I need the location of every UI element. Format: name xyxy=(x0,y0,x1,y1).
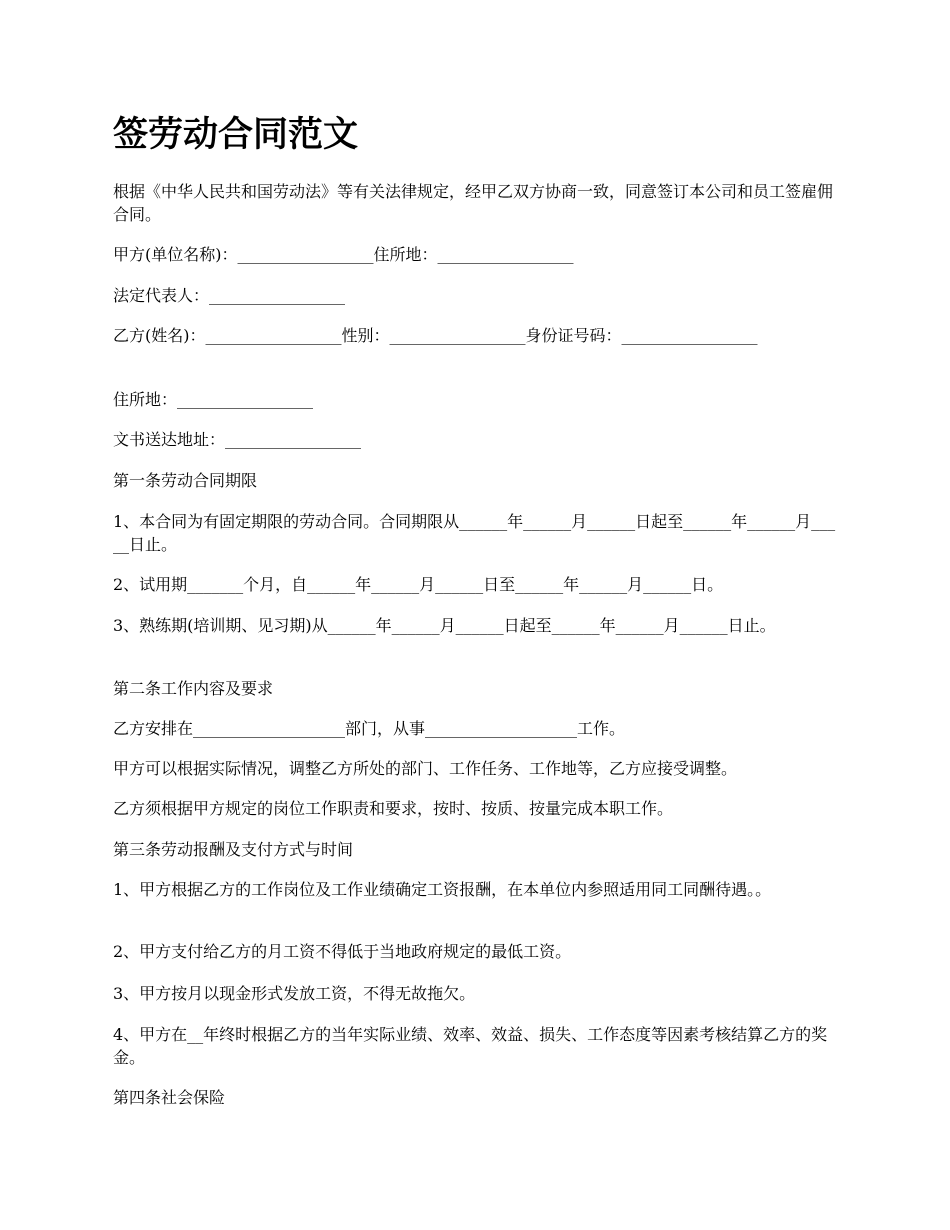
article-2-clause-3: 乙方须根据甲方规定的岗位工作职责和要求，按时、按质、按量完成本职工作。 xyxy=(113,799,674,818)
article-1-clause-1: 1、本合同为有固定期限的劳动合同。合同期限从______年______月______日起至______年______月_____日止。 xyxy=(113,512,836,554)
article-3-clause-3: 3、甲方按月以现金形式发放工资，不得无故拖欠。 xyxy=(113,984,476,1003)
article-2-clause-2: 甲方可以根据实际情况，调整乙方所处的部门、工作任务、工作地等，乙方应接受调整。 xyxy=(113,759,738,778)
article-1-heading: 第一条劳动合同期限 xyxy=(113,471,258,490)
party-b-line: 乙方(姓名)：_________________性别：_________________身份证号码：_________________ xyxy=(113,326,758,345)
party-b-address-line: 住所地：_________________ xyxy=(113,390,314,409)
article-3-clause-2: 2、甲方支付给乙方的月工资不得低于当地政府规定的最低工资。 xyxy=(113,942,572,961)
article-3-clause-1: 1、甲方根据乙方的工作岗位及工作业绩确定工资报酬，在本单位内参照适用同工同酬待遇。。 xyxy=(113,880,772,899)
article-2-heading: 第二条工作内容及要求 xyxy=(113,679,274,698)
article-1-clause-3: 3、熟练期(培训期、见习期)从______年______月______日起至______年______月______日止。 xyxy=(113,616,776,635)
intro-paragraph: 根据《中华人民共和国劳动法》等有关法律规定，经甲乙双方协商一致，同意签订本公司和员工签雇佣合同。 xyxy=(113,182,834,224)
article-3-heading: 第三条劳动报酬及支付方式与时间 xyxy=(113,840,354,859)
party-a-line: 甲方(单位名称)：_________________住所地：_________________ xyxy=(113,245,574,264)
article-2-clause-1: 乙方安排在___________________部门，从事___________________工作。 xyxy=(113,719,626,738)
article-3-clause-4: 4、甲方在__年终时根据乙方的当年实际业绩、效率、效益、损失、工作态度等因素考核结算乙方的奖金。 xyxy=(113,1025,828,1067)
legal-representative-line: 法定代表人：_________________ xyxy=(113,286,346,305)
document-delivery-address-line: 文书送达地址：_________________ xyxy=(113,430,362,449)
article-4-heading: 第四条社会保险 xyxy=(113,1088,226,1107)
article-1-clause-2: 2、试用期_______个月，自______年______月______日至______年______月______日。 xyxy=(113,575,724,594)
document-title: 签劳动合同范文 xyxy=(113,114,359,155)
